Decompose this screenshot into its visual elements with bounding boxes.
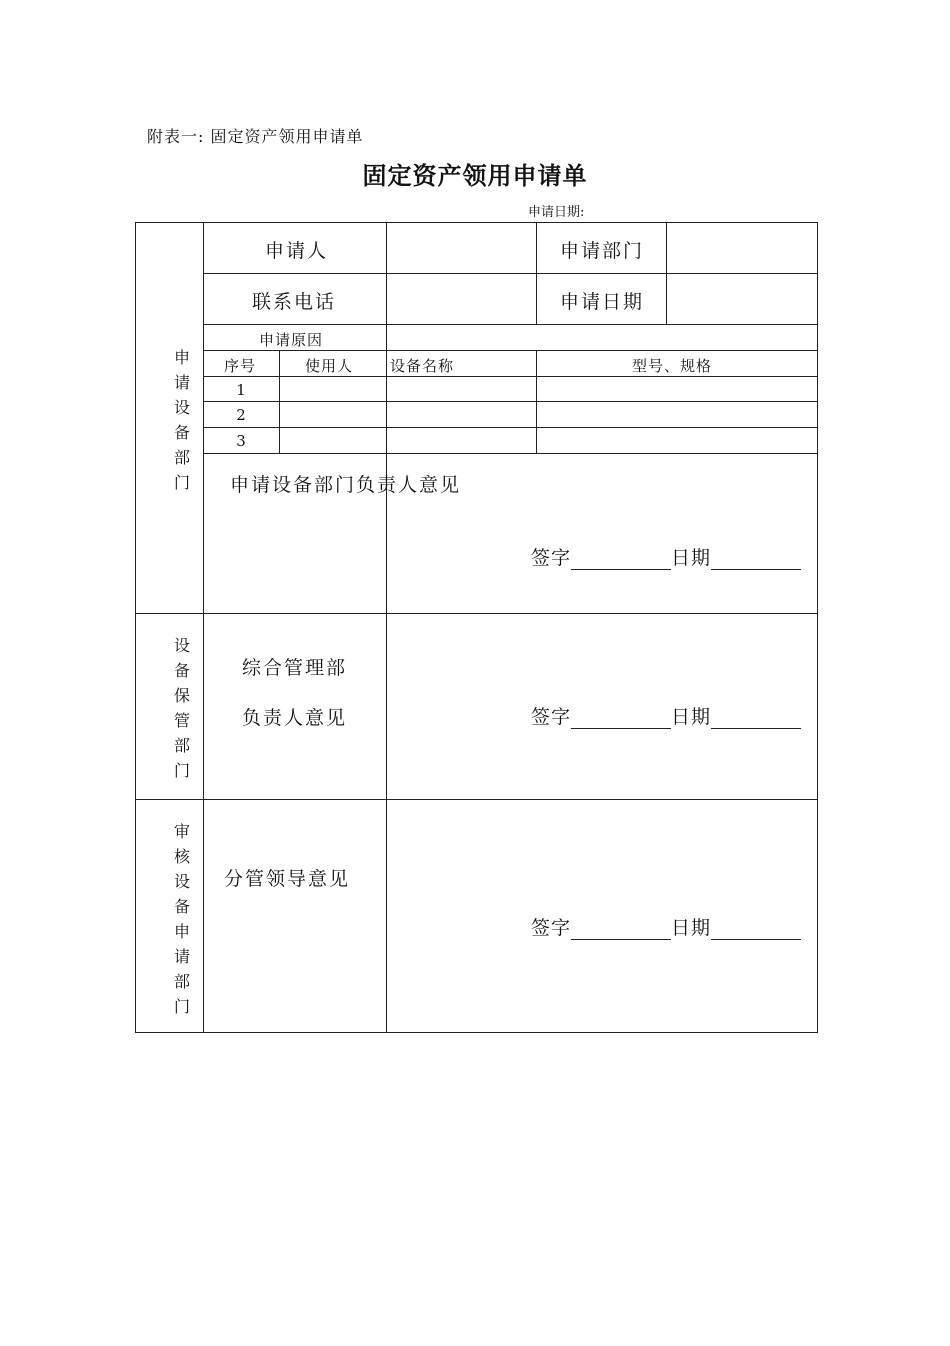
apply-date-value[interactable] <box>667 275 817 323</box>
applying-dept-head-opinion-label: 申请设备部门负责人意见 <box>230 474 462 496</box>
date-blank[interactable] <box>711 708 801 729</box>
custody-dept-name-label: 综合管理部 <box>242 657 348 679</box>
table-row-index-1: 1 <box>236 381 246 399</box>
sign-blank[interactable] <box>571 708 671 729</box>
leader-opinion-label: 分管领导意见 <box>224 868 351 890</box>
apply-date-label: 申请日期 <box>560 291 645 313</box>
signature-line-3[interactable] <box>531 913 801 940</box>
form-title: 固定资产领用申请单 <box>362 161 588 190</box>
section-label-review-dept: 审 核 设 备 申 请 部 门 <box>173 822 190 1016</box>
date-label: 日期 <box>671 547 712 569</box>
signature-line-2[interactable] <box>531 702 801 729</box>
applying-department-value[interactable] <box>667 224 817 272</box>
phone-label: 联系电话 <box>252 291 337 313</box>
reason-label: 申请原因 <box>259 331 324 349</box>
sign-blank[interactable] <box>571 549 671 570</box>
date-label: 日期 <box>671 706 712 728</box>
sign-label: 签字 <box>531 917 572 939</box>
applicant-label: 申请人 <box>265 240 329 262</box>
reason-value[interactable] <box>387 325 817 349</box>
applying-department-label: 申请部门 <box>560 240 645 262</box>
sign-label: 签字 <box>531 547 572 569</box>
section-label-custody-dept: 设 备 保 管 部 门 <box>173 636 190 780</box>
signature-line-1[interactable] <box>531 543 801 570</box>
sign-blank[interactable] <box>571 919 671 940</box>
custody-head-opinion-label: 负责人意见 <box>242 707 348 729</box>
date-label: 日期 <box>671 917 712 939</box>
date-blank[interactable] <box>711 549 801 570</box>
annex-label: 附表一: 固定资产领用申请单 <box>147 127 364 146</box>
table-row-index-3: 3 <box>236 432 246 450</box>
col-header-device-name: 设备名称 <box>390 357 455 375</box>
section-label-applying-dept: 申 请 设 备 部 门 <box>173 348 190 492</box>
col-header-user: 使用人 <box>305 357 354 375</box>
col-header-model-spec: 型号、规格 <box>632 357 713 375</box>
col-header-index: 序号 <box>224 357 257 375</box>
phone-value[interactable] <box>387 275 535 323</box>
sign-label: 签字 <box>531 706 572 728</box>
applicant-value[interactable] <box>387 224 535 272</box>
table-row-index-2: 2 <box>236 406 246 424</box>
date-blank[interactable] <box>711 919 801 940</box>
application-date-label: 申请日期: <box>528 205 585 220</box>
